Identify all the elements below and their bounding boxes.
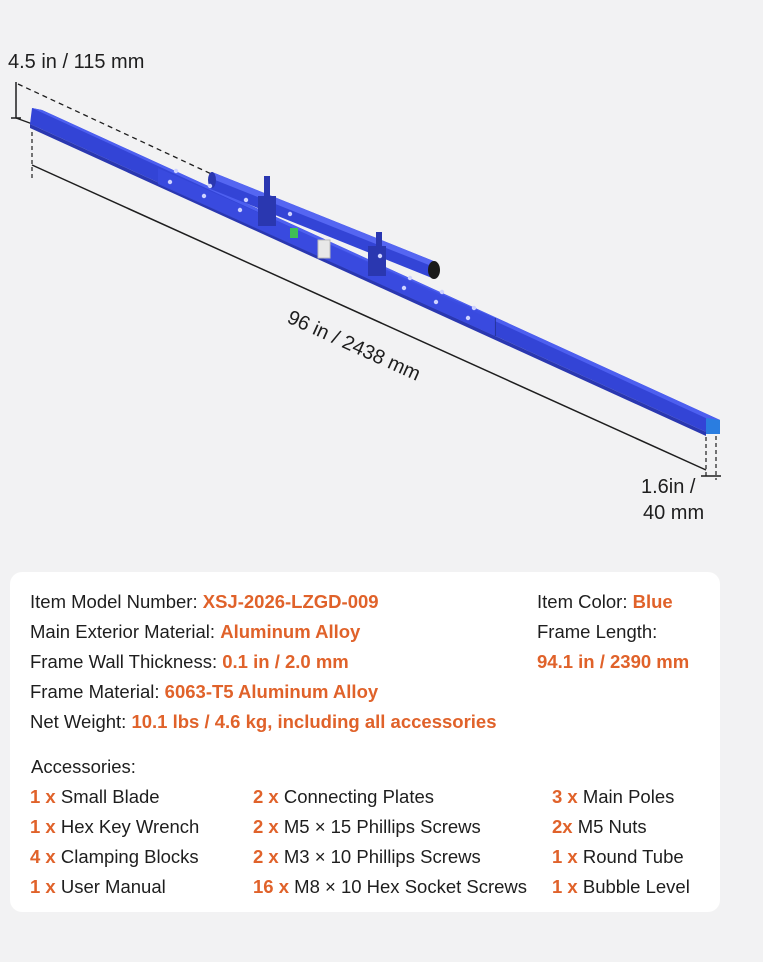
accessory-name: Connecting Plates [283, 786, 435, 807]
frame-length-value: 94.1 in / 2390 mm [537, 651, 690, 672]
material-row [30, 620, 360, 644]
screw-icon [378, 254, 382, 258]
net-weight-row [30, 710, 497, 734]
frame-material-label: Frame Material: [30, 681, 165, 702]
accessory-quantity: 2 x [253, 846, 279, 867]
accessory-quantity: 2 x [253, 816, 279, 837]
frame-length-label: Frame Length: [537, 621, 658, 642]
height-dimension-label: 4.5 in / 115 mm [8, 51, 145, 73]
width-dimension [701, 436, 721, 480]
screw-icon [244, 198, 248, 202]
accessory-name: M3 × 10 Phillips Screws [283, 846, 481, 867]
accessories-title: Accessories: [31, 756, 136, 777]
accessory-item [552, 875, 690, 899]
material-label: Main Exterior Material: [30, 621, 221, 642]
accessory-item [253, 785, 434, 809]
accessory-quantity: 2x [552, 816, 573, 837]
screw-icon [434, 300, 438, 304]
width-dimension-label-line2: 40 mm [643, 502, 705, 524]
model-number-row [30, 590, 379, 614]
accessory-quantity: 1 x [30, 876, 56, 897]
frame-length-row [537, 620, 657, 644]
accessory-item [253, 875, 527, 899]
accessory-name: M5 Nuts [577, 816, 647, 837]
accessory-name: Bubble Level [582, 876, 690, 897]
accessory-name: Hex Key Wrench [60, 816, 200, 837]
accessory-quantity: 1 x [552, 846, 578, 867]
accessory-quantity: 1 x [30, 816, 56, 837]
accessory-name: M8 × 10 Hex Socket Screws [294, 876, 528, 897]
wall-thickness-value: 0.1 in / 2.0 mm [222, 651, 349, 672]
accessory-item [30, 815, 199, 839]
screw-icon [472, 306, 476, 310]
screw-icon [238, 208, 242, 212]
screw-icon [202, 194, 206, 198]
model-number-label: Item Model Number: [30, 591, 203, 612]
accessory-name: Small Blade [60, 786, 160, 807]
accessory-name: Main Poles [582, 786, 675, 807]
screw-icon [440, 290, 444, 294]
accessory-item [552, 785, 674, 809]
screw-icon [208, 184, 212, 188]
specs-card [10, 572, 720, 912]
screw-icon [168, 180, 172, 184]
length-dimension-label: 96 in / 2438 mm [283, 306, 424, 386]
net-weight-value: 10.1 lbs / 4.6 kg, including all accessories [131, 711, 497, 732]
accessory-quantity: 1 x [552, 876, 578, 897]
accessory-item [30, 875, 166, 899]
handle-bar [208, 172, 440, 279]
screw-icon [402, 286, 406, 290]
accessory-name: Round Tube [582, 846, 684, 867]
accessory-quantity: 3 x [552, 786, 578, 807]
accessory-quantity: 1 x [30, 786, 56, 807]
item-color-label: Item Color: [537, 591, 633, 612]
accessory-item [552, 815, 647, 839]
wall-thickness-label: Frame Wall Thickness: [30, 651, 223, 672]
screw-icon [174, 169, 178, 173]
accessory-quantity: 4 x [30, 846, 56, 867]
screw-icon [288, 212, 292, 216]
net-weight-label: Net Weight: [30, 711, 132, 732]
frame-material-value: 6063-T5 Aluminum Alloy [164, 681, 379, 702]
accessory-quantity: 2 x [253, 786, 279, 807]
accessory-item [253, 845, 481, 869]
accessory-item [30, 845, 199, 869]
accessory-item [30, 785, 160, 809]
accessory-name: User Manual [60, 876, 166, 897]
material-value: Aluminum Alloy [220, 621, 361, 642]
width-dimension-label-line1: 1.6in / [641, 476, 696, 498]
length-dimension [32, 132, 706, 478]
wall-thickness-row [30, 650, 349, 674]
model-number-value: XSJ-2026-LZGD-009 [202, 591, 379, 612]
screw-icon [466, 316, 470, 320]
accessory-quantity: 16 x [253, 876, 290, 897]
accessory-item [253, 815, 481, 839]
item-color-row [537, 590, 673, 614]
accessory-name: Clamping Blocks [60, 846, 199, 867]
accessory-name: M5 × 15 Phillips Screws [283, 816, 481, 837]
item-color-value: Blue [632, 591, 673, 612]
screw-icon [408, 276, 412, 280]
frame-length-value-row [537, 650, 689, 674]
frame-material-row [30, 680, 378, 704]
accessory-item [552, 845, 684, 869]
